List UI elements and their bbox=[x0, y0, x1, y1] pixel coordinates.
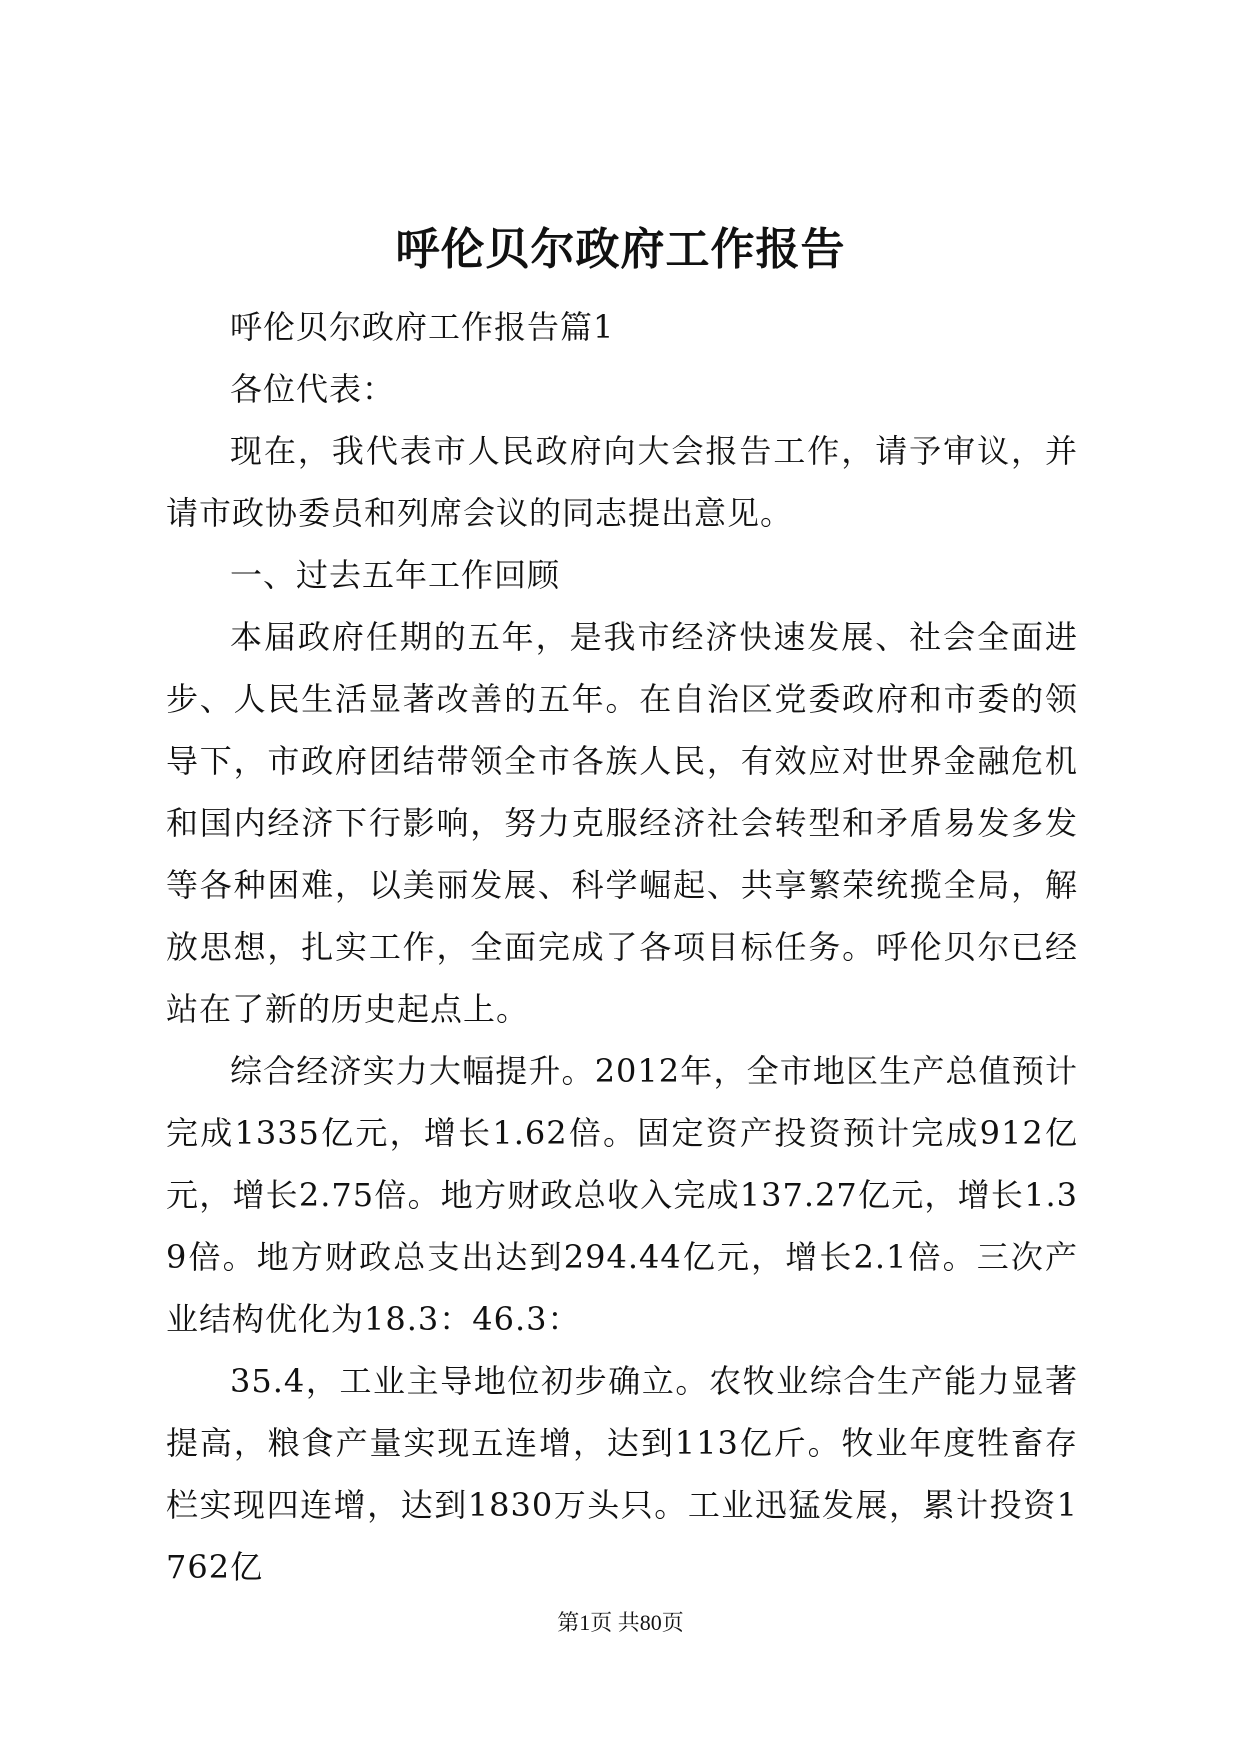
section-heading: 一、过去五年工作回顾 bbox=[230, 556, 561, 594]
paragraph-subtitle: 呼伦贝尔政府工作报告篇1 bbox=[230, 308, 615, 346]
document-body bbox=[166, 296, 1078, 1598]
page-footer: 第1页 共80页 bbox=[557, 1610, 684, 1635]
document-title: 呼伦贝尔政府工作报告 bbox=[395, 224, 846, 275]
paragraph-economy: 综合经济实力大幅提升。2012年，全市地区生产总值预计完成1335亿元，增长1.62倍。固定资产投资预计完成912亿元，增长2.75倍。地方财政总收入完成137.27亿元，增长1.39倍。地方财政总支出达到294.44亿元，增长2.1倍。三次产业结构优化为18.3：46.3： bbox=[166, 1052, 1078, 1338]
paragraph-industry: 35.4，工业主导地位初步确立。农牧业综合生产能力显著提高，粮食产量实现五连增，达到113亿斤。牧业年度牲畜存栏实现四连增，达到1830万头只。工业迅猛发展，累计投资1762亿 bbox=[166, 1362, 1078, 1586]
paragraph-salutation: 各位代表： bbox=[230, 370, 396, 408]
paragraph-intro: 现在，我代表市人民政府向大会报告工作，请予审议，并请市政协委员和列席会议的同志提出意见。 bbox=[166, 432, 1078, 532]
paragraph-review: 本届政府任期的五年，是我市经济快速发展、社会全面进步、人民生活显著改善的五年。在自治区党委政府和市委的领导下，市政府团结带领全市各族人民，有效应对世界金融危机和国内经济下行影响，努力克服经济社会转型和矛盾易发多发等各种困难，以美丽发展、科学崛起、共享繁荣统揽全局，解放思想，扎实工作，全面完成了各项目标任务。呼伦贝尔已经站在了新的历史起点上。 bbox=[166, 618, 1078, 1028]
